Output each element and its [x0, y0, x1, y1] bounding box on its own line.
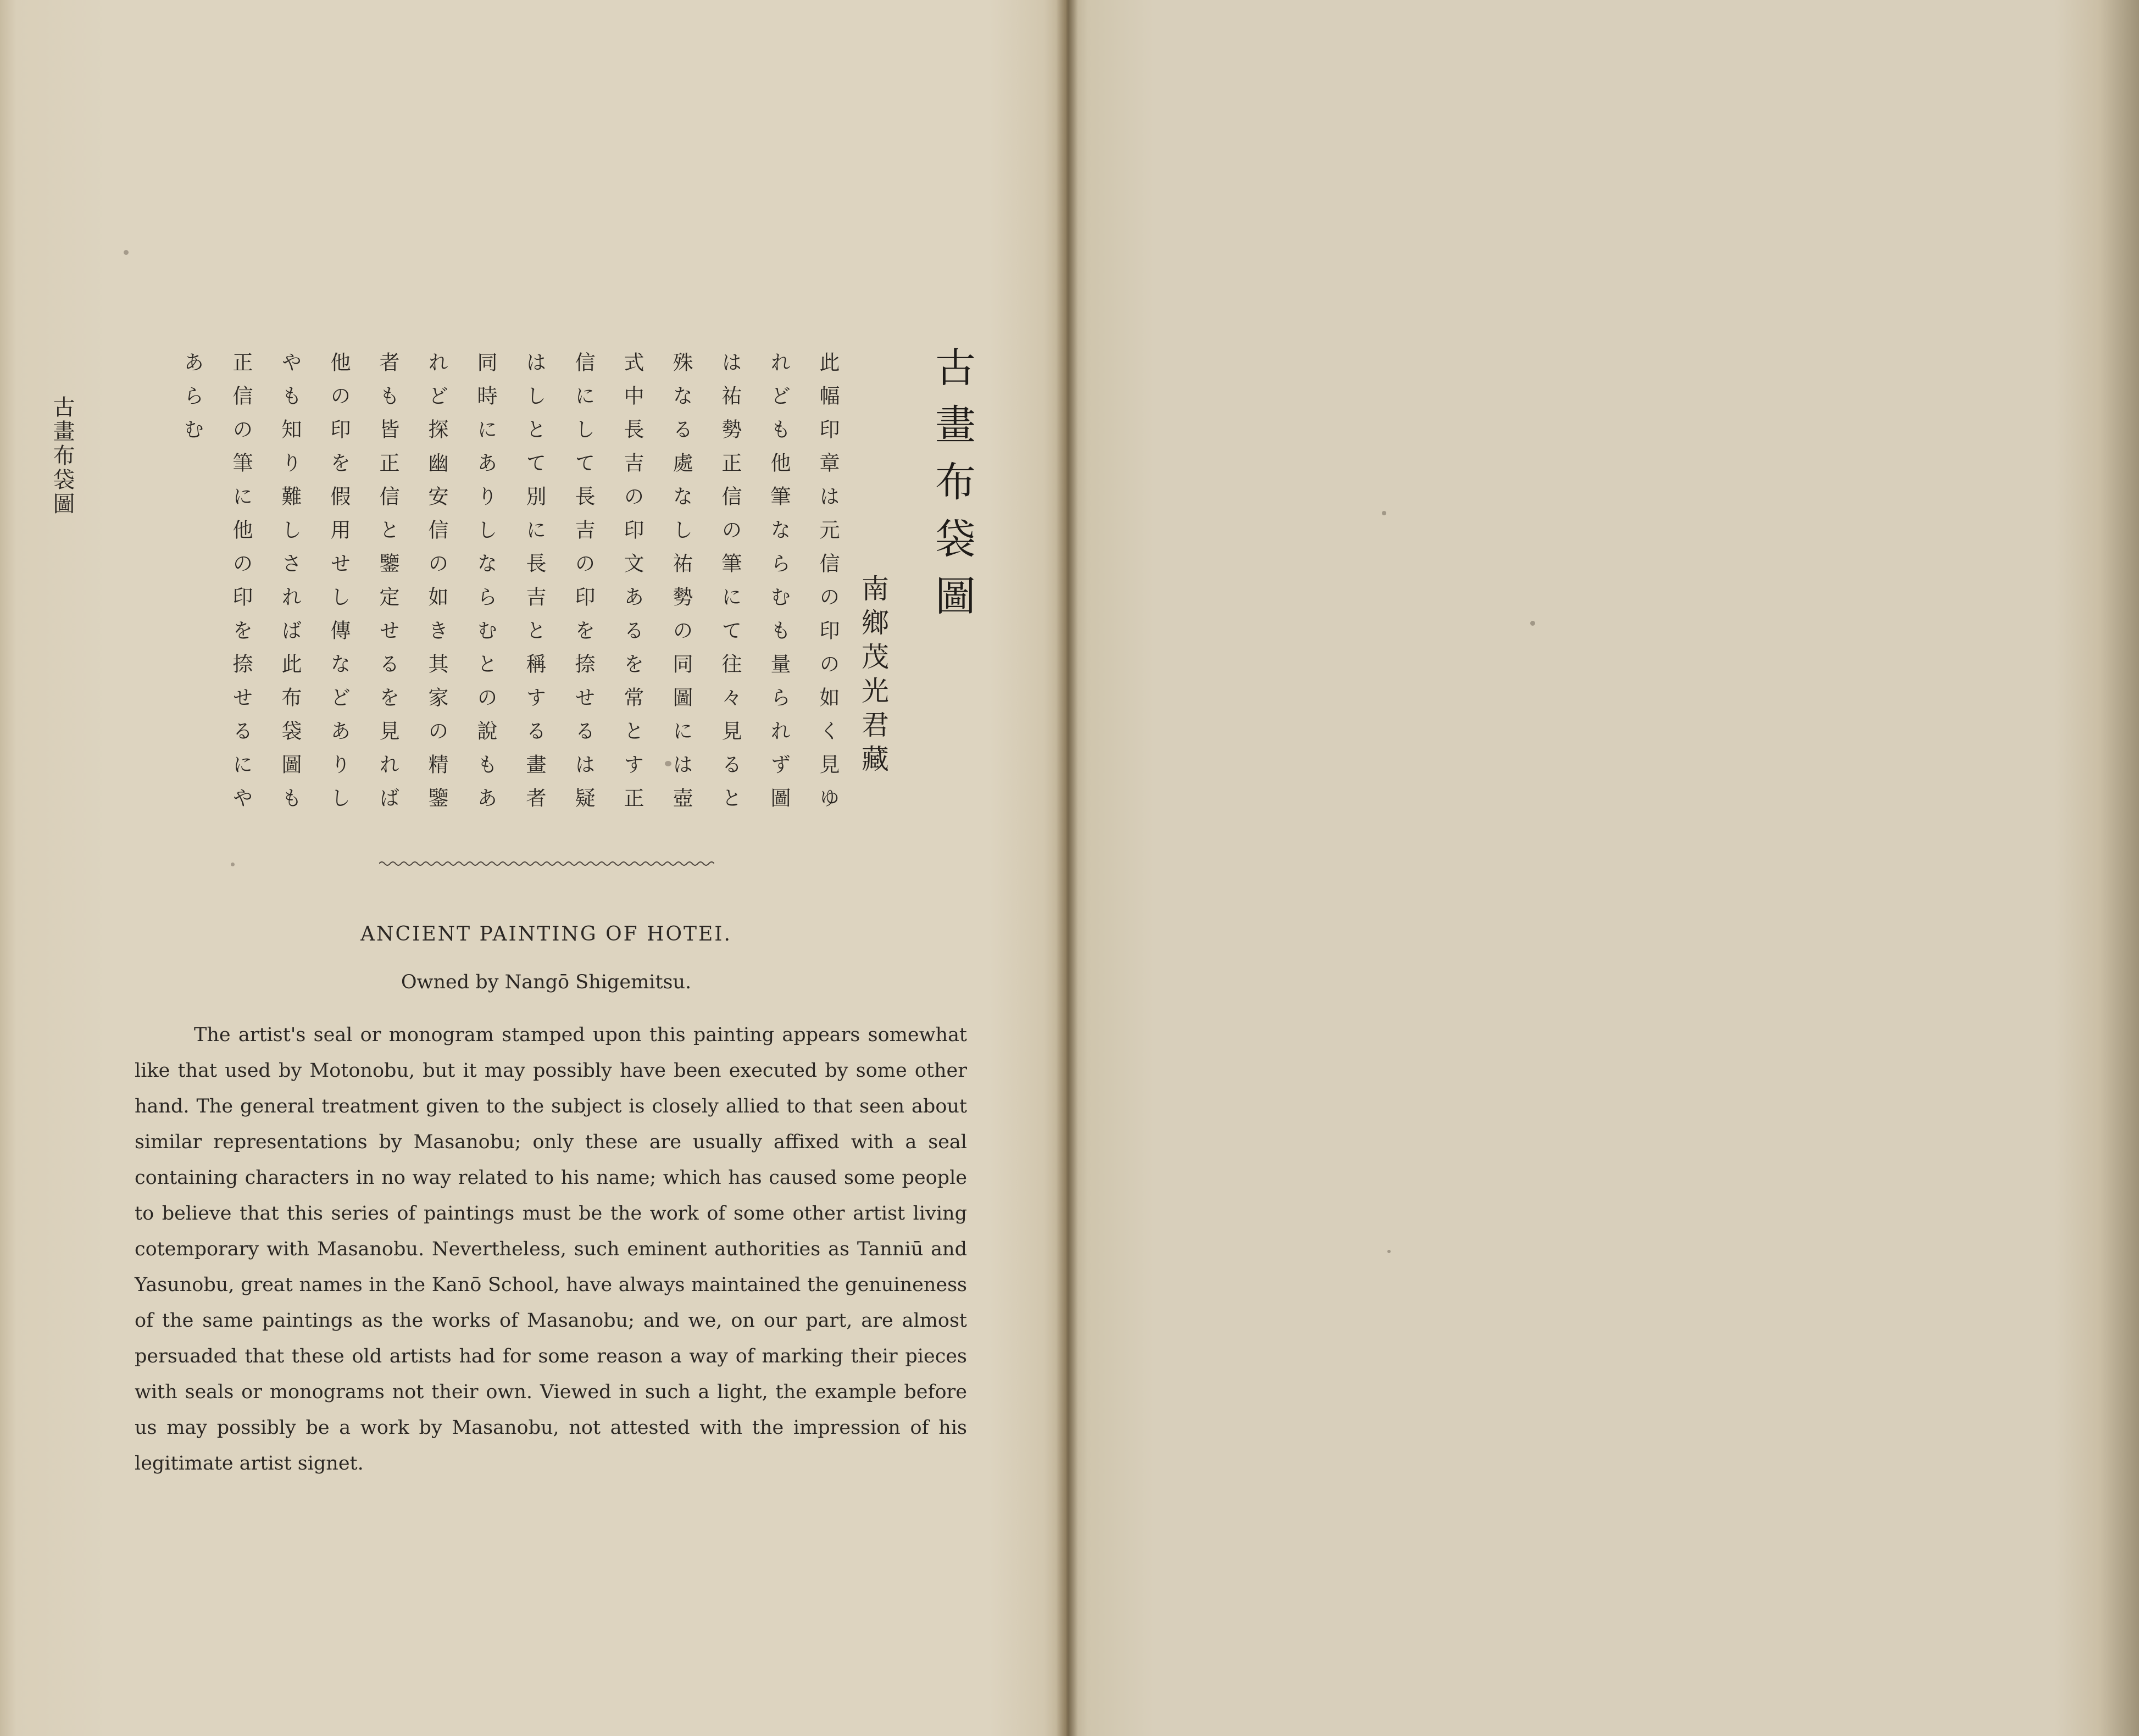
- japanese-column: 殊なる處なし祐勢の同圖には壺: [669, 352, 693, 821]
- japanese-column: 他の印を假用せし傳などありし: [327, 352, 351, 821]
- foxing-spot: [124, 250, 129, 255]
- english-paragraph: The artist's seal or monogram stamped upon this painting appears somewhat like that used by Motonobu, but it may possibly have been executed by some other hand. The general treatment given to the subject is closely allied to that seen about similar representations by Masanobu; only these are usually affixed with a seal containing characters in no way related to his name; which has caused some people to believe that this series of paintings must be the work of some other artist living cotemporary with Masanobu. Nevertheless, such eminent authorities as Tanniū and Yasunobu, great names in the Kanō School, have always maintained the genuineness of the same paintings as the works of Masanobu; and we, on our part, are almost persuaded that these old artists had for some reason a way of marking their pieces with seals or monograms not their own. Viewed in such a light, the example before us may possibly be a work by Masanobu, not attested with the impression of his legitimate artist signet.: [135, 1024, 967, 1475]
- foxing-spot: [1387, 1250, 1391, 1253]
- foxing-spot: [1382, 511, 1386, 515]
- running-header: 古畫布袋圖: [49, 396, 75, 516]
- japanese-column: れども他筆ならむも量られず圖: [767, 352, 791, 821]
- japanese-column: 此幅印章は元信の印の如く見ゆ: [816, 352, 840, 821]
- japanese-column: やも知り難しされば此布袋圖も: [278, 352, 302, 821]
- english-body: [135, 1017, 967, 1482]
- japanese-text-block: [124, 352, 838, 835]
- owner-credit: 南鄉茂光君藏: [857, 574, 889, 778]
- book-gutter: [1056, 0, 1078, 1736]
- foxing-spot: [1530, 621, 1535, 626]
- japanese-column: は祐勢正信の筆にて往々見ると: [718, 352, 742, 821]
- japanese-column: 式中長吉の印文あるを常とす正: [620, 352, 644, 821]
- japanese-column: 同時にありしならむとの說もあ: [474, 352, 497, 821]
- wavy-divider: [379, 860, 714, 867]
- page-title: 古畫布袋圖: [929, 346, 976, 632]
- japanese-column: 正信の筆に他の印を捺せるにや: [229, 352, 253, 821]
- japanese-column: れど探幽安信の如き其家の精鑒: [425, 352, 448, 821]
- foxing-spot: [665, 761, 671, 766]
- japanese-column: 者も皆正信と鑒定せるを見れば: [376, 352, 399, 821]
- japanese-column: 信にして長吉の印を捺せるは疑: [571, 352, 595, 821]
- english-owner-credit: Owned by Nangō Shigemitsu.: [401, 971, 692, 993]
- japanese-column: はしとて別に長吉と稱する畫者: [523, 352, 546, 821]
- japanese-column: あらむ: [180, 352, 204, 452]
- left-page: [0, 0, 1066, 1736]
- foxing-spot: [231, 863, 235, 866]
- right-page-blank: [1066, 0, 2139, 1736]
- english-title: ANCIENT PAINTING OF HOTEI.: [360, 923, 732, 945]
